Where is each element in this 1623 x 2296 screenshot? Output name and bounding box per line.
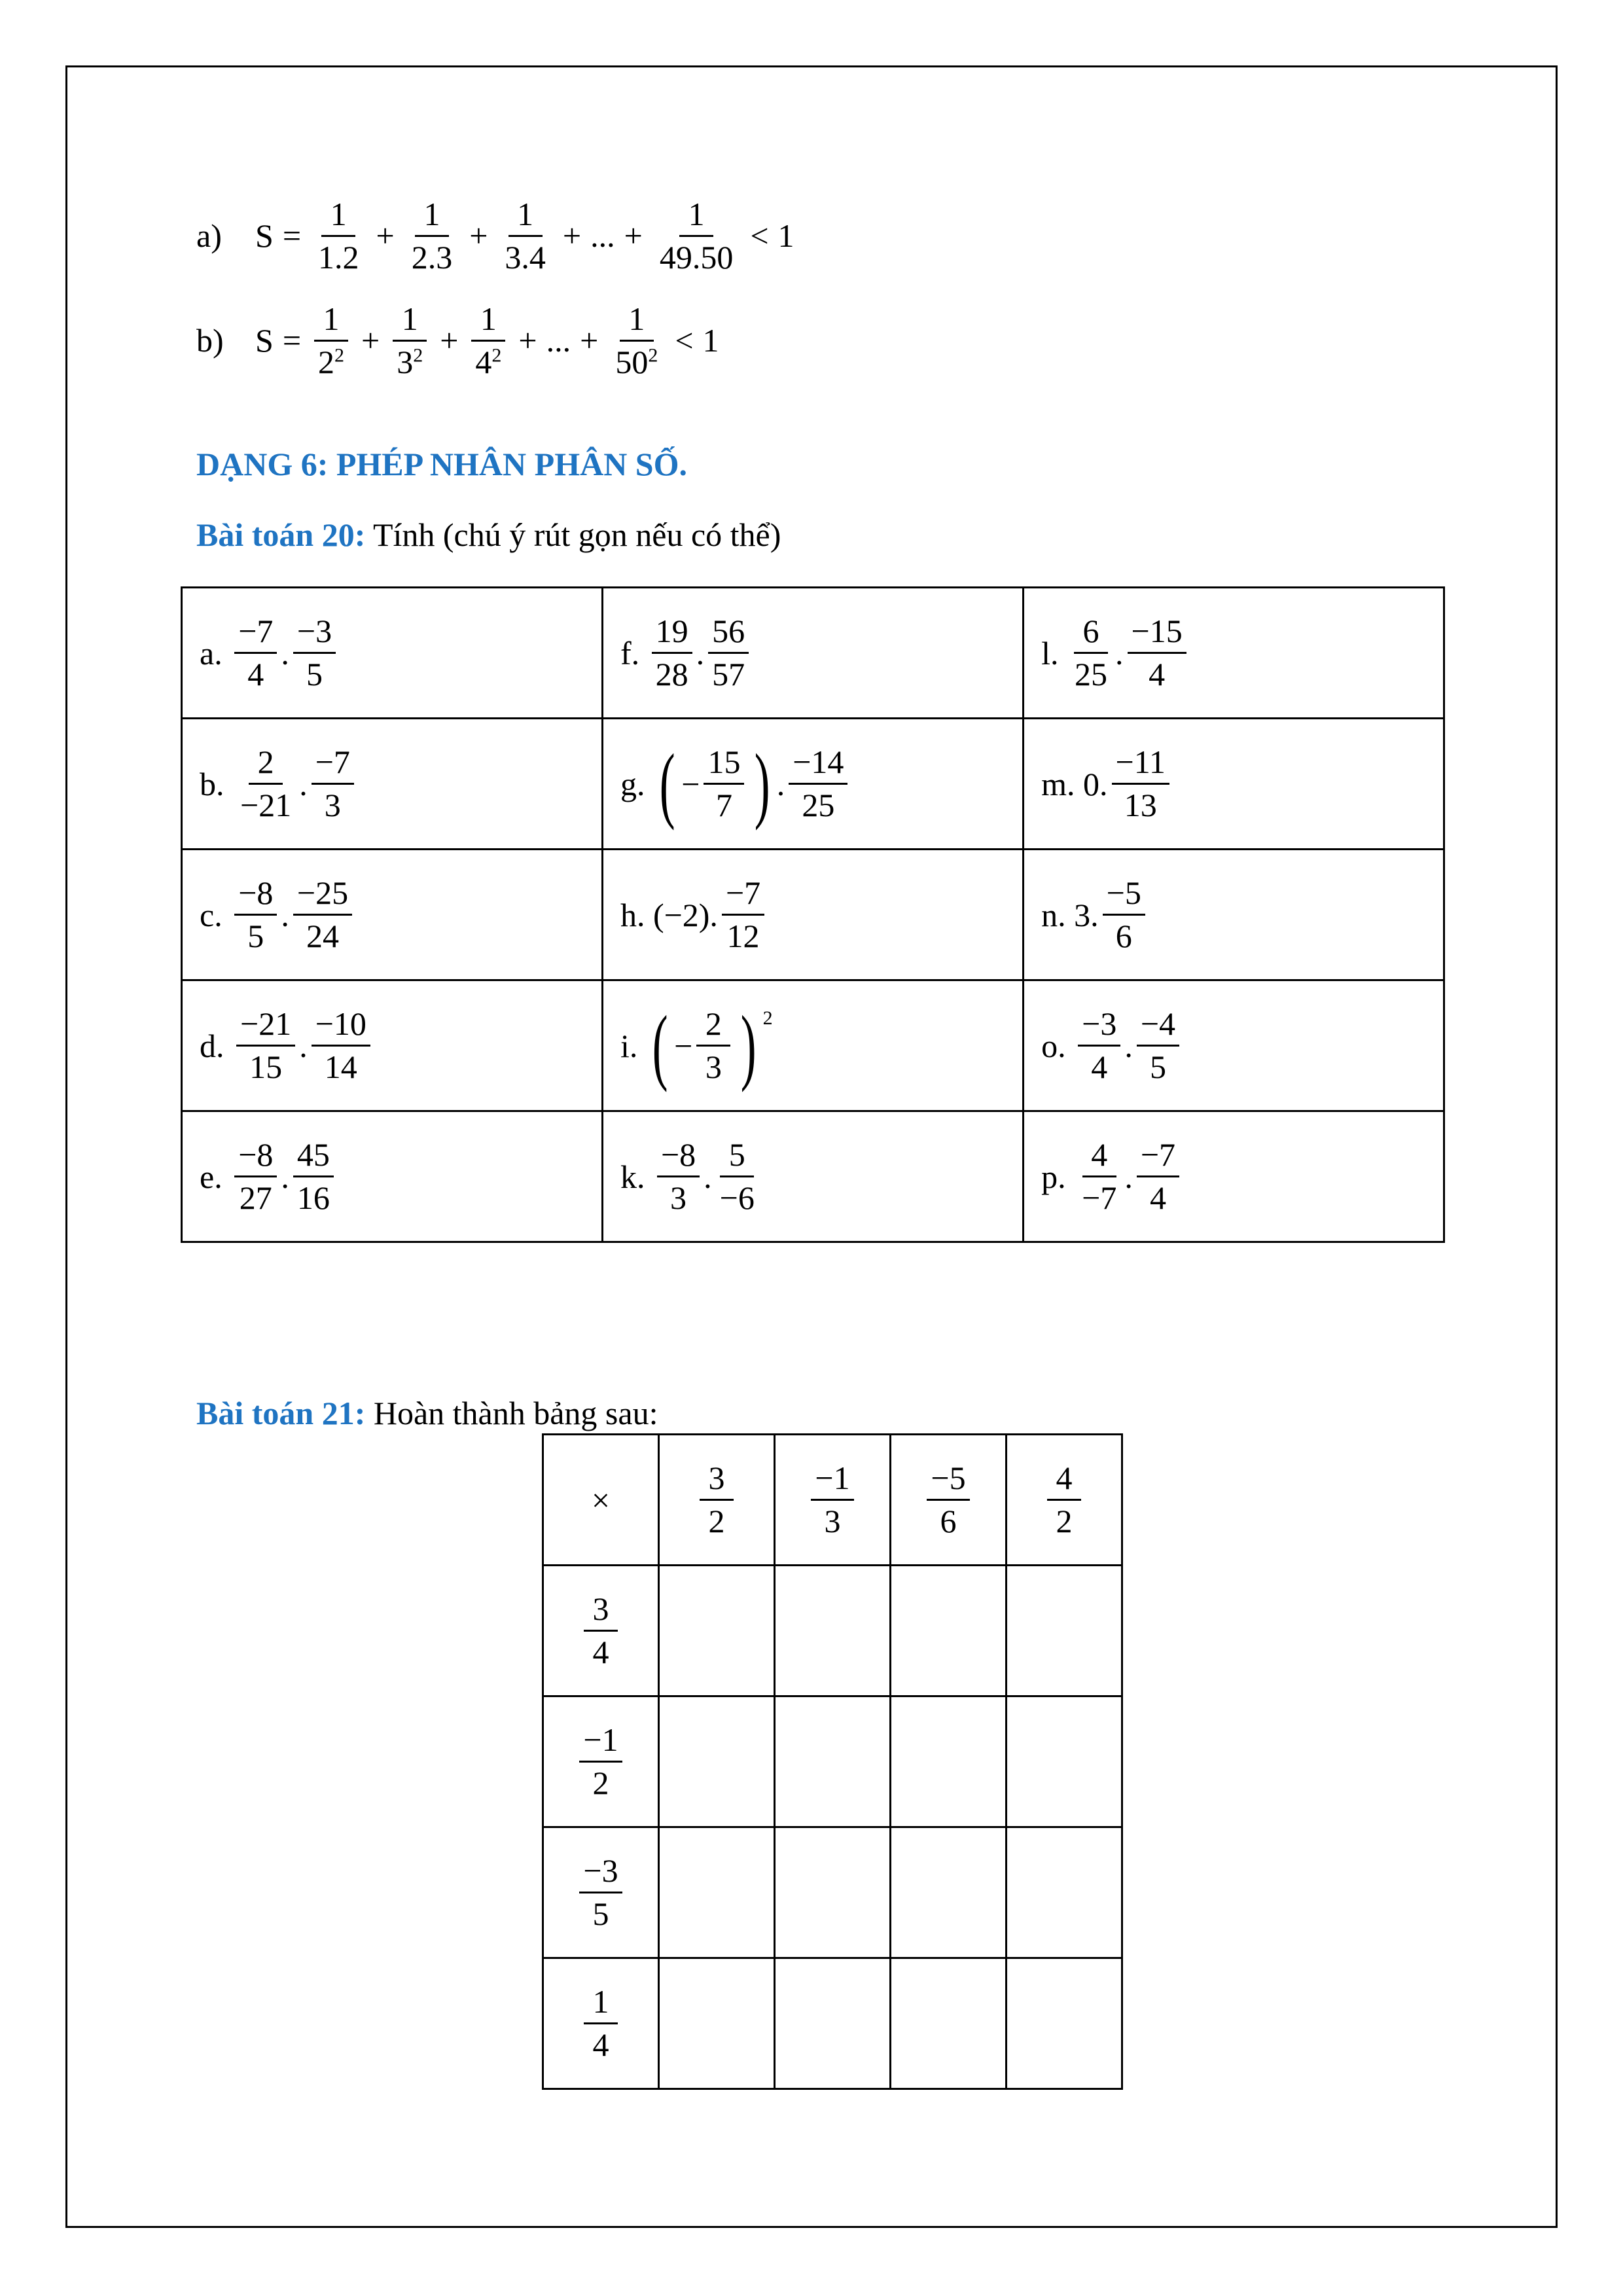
item-p: p. $\frac{4}{-7}$ . $\frac{-7}{4}$ [1024, 1111, 1444, 1242]
fraction: $\frac{1}{49.50}$ [659, 195, 734, 276]
fraction: $\frac{1}{4^2}$ [471, 301, 505, 380]
ellipsis: ... [590, 217, 615, 254]
item-l: l. $\frac{6}{25}$ . $\frac{-15}{4}$ [1024, 588, 1444, 719]
answer-cell [891, 1566, 1007, 1696]
item-h: h. (−2). $\frac{-7}{12}$ [602, 850, 1023, 980]
fraction: $\frac{1}{3^2}$ [393, 301, 427, 380]
fraction: $\frac{1}{1.2}$ [318, 195, 359, 276]
col-header: $\frac{-1}{3}$ [775, 1435, 891, 1566]
answer-cell [659, 1827, 775, 1958]
item-a: a. $\frac{-7}{4}$ . $\frac{-3}{5}$ [182, 588, 603, 719]
formula-b: b) S = $\frac{1}{2^2}$ + $\frac{1}{3^2}$ + $\frac{1}{4^2}$ + ... + $\frac{1}{50^2}$ < 1 [196, 300, 719, 380]
document-content [196, 183, 1453, 2063]
less-than: < [675, 322, 694, 359]
section-heading: DẠNG 6: PHÉP NHÂN PHÂN SỐ. [196, 446, 687, 482]
formula-a-lhs: S [255, 217, 274, 254]
fraction: $\frac{1}{2.3}$ [411, 195, 453, 276]
answer-cell [891, 1958, 1007, 2089]
corner-times: × [543, 1435, 659, 1566]
answer-cell [775, 1696, 891, 1827]
item-b: b. $\frac{2}{-21}$ . $\frac{-7}{3}$ [182, 719, 603, 850]
row-header: $\frac{1}{4}$ [543, 1958, 659, 2089]
answer-cell [659, 1566, 775, 1696]
row-header: $\frac{-1}{2}$ [543, 1696, 659, 1827]
answer-cell [659, 1696, 775, 1827]
problem-20-title: Bài toán 20: Tính (chú ý rút gọn nếu có thể) [196, 516, 781, 553]
formula-a: a) S = $\frac{1}{1.2}$ + $\frac{1}{2.3}$ + $\frac{1}{3.4}$ + ... + $\frac{1}{49.50}$ < 1 [196, 195, 794, 276]
item-n: n. 3. $\frac{-5}{6}$ [1024, 850, 1444, 980]
fraction: $\frac{1}{2^2}$ [314, 301, 348, 380]
less-than: < [750, 217, 769, 254]
formula-a-label: a) [196, 217, 222, 254]
row-header: $\frac{-3}{5}$ [543, 1827, 659, 1958]
item-c: c. $\frac{-8}{5}$ . $\frac{-25}{24}$ [182, 850, 603, 980]
answer-cell [1007, 1566, 1122, 1696]
ellipsis: ... [546, 322, 571, 359]
answer-cell [1007, 1958, 1122, 2089]
item-e: e. $\frac{-8}{27}$ . $\frac{45}{16}$ [182, 1111, 603, 1242]
answer-cell [891, 1827, 1007, 1958]
answer-cell [775, 1827, 891, 1958]
row-header: $\frac{3}{4}$ [543, 1566, 659, 1696]
problem-20-table [181, 586, 1445, 1243]
answer-cell [891, 1696, 1007, 1827]
item-k: k. $\frac{-8}{3}$ . $\frac{5}{-6}$ [602, 1111, 1023, 1242]
formula-b-rhs: 1 [702, 322, 719, 359]
item-o: o. $\frac{-3}{4}$ . $\frac{-4}{5}$ [1024, 980, 1444, 1111]
col-header: $\frac{3}{2}$ [659, 1435, 775, 1566]
item-m: m. 0. $\frac{-11}{13}$ [1024, 719, 1444, 850]
problem-21-title: Bài toán 21: Hoàn thành bảng sau: [196, 1395, 658, 1431]
fraction: $\frac{1}{50^2}$ [615, 300, 658, 380]
formula-a-rhs: 1 [777, 217, 794, 254]
formula-b-label: b) [196, 322, 224, 359]
item-d: d. $\frac{-21}{15}$ . $\frac{-10}{14}$ [182, 980, 603, 1111]
answer-cell [1007, 1696, 1122, 1827]
col-header: $\frac{4}{2}$ [1007, 1435, 1122, 1566]
answer-cell [775, 1958, 891, 2089]
fraction: $\frac{1}{3.4}$ [505, 195, 546, 276]
item-f: f. $\frac{19}{28}$ . $\frac{56}{57}$ [602, 588, 1023, 719]
formula-b-eq: = [282, 322, 302, 359]
answer-cell [775, 1566, 891, 1696]
answer-cell [659, 1958, 775, 2089]
answer-cell [1007, 1827, 1122, 1958]
col-header: $\frac{-5}{6}$ [891, 1435, 1007, 1566]
problem-21-table [542, 1433, 1123, 2090]
formula-b-lhs: S [255, 322, 274, 359]
formula-a-eq: = [282, 217, 302, 254]
item-g: g. ( − $\frac{15}{7}$ ) . $\frac{-14}{25}$ [602, 719, 1023, 850]
item-i: i. ( − $\frac{2}{3}$ ) $^2$ [602, 980, 1023, 1111]
